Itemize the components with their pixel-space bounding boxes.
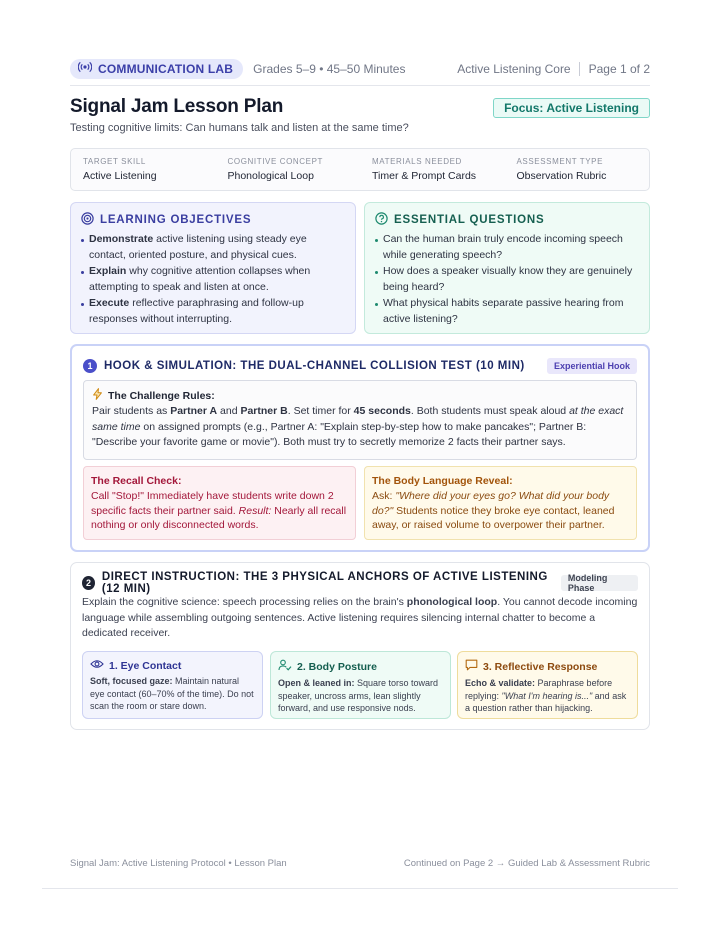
- list-item: [81, 264, 345, 295]
- recall-text-part: Call "Stop!" Immediately have students write down 2 specific facts their partner said.: [91, 490, 334, 517]
- anchor-body-posture: [270, 651, 451, 719]
- anchor-eye-contact: [82, 651, 263, 719]
- objective-text: why cognitive attention collapses when attempting to speak and listen at once.: [89, 265, 311, 293]
- section-number: 1: [83, 359, 97, 373]
- section-tag: Modeling Phase: [561, 575, 638, 591]
- recall-heading: The Recall Check:: [91, 475, 182, 487]
- footer-right: Continued on Page 2 → Guided Lab & Assessment Rubric: [403, 858, 650, 869]
- anchor-text: [465, 677, 630, 715]
- rules-text-part: Pair students as: [92, 405, 171, 417]
- objectives-title: LEARNING OBJECTIVES: [100, 214, 252, 226]
- meta-value: Phonological Loop: [227, 170, 314, 182]
- body-text-part: Students notice they broke eye contact, leaned away, or raised volume to overpower their partner.: [372, 504, 615, 531]
- intro-text-part: . You cannot decode incoming language while assembling outgoing sentences. Active listening requires silencing internal chatter to become a dedicated receiver.: [82, 596, 638, 639]
- section-tag: Experiential Hook: [547, 358, 637, 374]
- intro-keyword: phonological loop: [406, 596, 498, 608]
- direct-instruction-section: [70, 562, 650, 730]
- rules-text-part: and: [217, 405, 241, 417]
- target-icon: [81, 212, 94, 228]
- user-check-icon: [278, 659, 292, 674]
- hook-header: [83, 357, 637, 375]
- rules-title: The Challenge Rules:: [108, 389, 215, 402]
- page-title: Signal Jam Lesson Plan: [70, 96, 284, 117]
- rules-text-part: . Both students must speak aloud: [410, 405, 570, 417]
- objective-text: active listening using steady eye contact, oriented posture, and physical cues.: [89, 233, 307, 261]
- list-item: Can the human brain truly encode incoming speech while generating speech?: [375, 232, 639, 263]
- learning-objectives-card: [70, 202, 356, 334]
- hook-section: [70, 344, 650, 552]
- anchor-lead: Open & leaned in:: [278, 678, 355, 688]
- anchor-title: 3. Reflective Response: [483, 660, 598, 673]
- anchor-heading: [90, 659, 255, 672]
- lab-badge: [70, 59, 243, 79]
- objective-verb: Explain: [89, 265, 127, 277]
- meta-label: COGNITIVE CONCEPT: [227, 157, 324, 166]
- list-item: What physical habits separate passive hearing from active listening?: [375, 296, 639, 327]
- rules-text-part: on assigned prompts (e.g., Partner A: "Explain step-by-step how to make pancakes"; Partner B: "Describe your favorite game or movie"). Both must try to secretly memorize 2 facts their partner says.: [92, 420, 587, 448]
- timer-duration: 45 seconds: [353, 405, 411, 417]
- recall-text: [91, 489, 348, 533]
- body-text-part: Ask:: [372, 490, 396, 502]
- anchor-heading: [465, 659, 630, 674]
- rules-emphasis: at the exact same time: [92, 405, 624, 433]
- anchor-heading: [278, 659, 443, 674]
- list-item: [81, 232, 345, 263]
- anchor-rest: Paraphrase before replying:: [465, 678, 613, 701]
- anchor-lead: Soft, focused gaze:: [90, 676, 173, 686]
- page-header: [70, 58, 650, 80]
- body-language-box: [364, 466, 637, 540]
- meta-label: MATERIALS NEEDED: [372, 157, 462, 166]
- rules-heading: [92, 388, 628, 403]
- anchor-reflective-response: [457, 651, 638, 719]
- recall-result-label: Result:: [238, 504, 272, 517]
- anchor-lead: Echo & validate:: [465, 678, 536, 688]
- lesson-meta: [70, 148, 650, 191]
- questions-heading: [375, 212, 639, 228]
- partner-a: Partner A: [170, 405, 218, 417]
- section-title: HOOK & SIMULATION: THE DUAL-CHANNEL COLLISION TEST (10 MIN): [104, 360, 525, 372]
- meta-target-skill: [71, 149, 216, 190]
- lightning-icon: [92, 388, 103, 403]
- rules-text: [92, 404, 628, 451]
- intro-text-part: Explain the cognitive science: speech processing relies on the brain's: [82, 596, 407, 608]
- page-subtitle: Testing cognitive limits: Can humans talk and listen at the same time?: [70, 122, 409, 134]
- anchor-rest: Square torso toward speaker, uncross arms, lean slightly forward, and use responsive nods.: [278, 678, 439, 713]
- lab-label: COMMUNICATION LAB: [98, 62, 234, 76]
- rules-text-part: . Set timer for: [287, 405, 354, 417]
- section-number: 2: [82, 576, 95, 590]
- core-label: Active Listening Core: [457, 62, 571, 76]
- objective-verb: Demonstrate: [89, 233, 154, 245]
- anchor-rest: and ask a question rather than hijacking.: [465, 690, 627, 713]
- body-language-text: [372, 489, 629, 533]
- meta-value: Timer & Prompt Cards: [372, 170, 477, 182]
- recall-check-box: [83, 466, 356, 540]
- body-question: "Where did your eyes go? What did your body do?": [372, 490, 610, 517]
- questions-title: ESSENTIAL QUESTIONS: [394, 214, 545, 226]
- essential-questions-card: [364, 202, 650, 334]
- focus-badge: Focus: Active Listening: [493, 98, 650, 118]
- objective-text: reflective paraphrasing and follow-up responses without interrupting.: [89, 297, 304, 325]
- partner-b: Partner B: [240, 405, 288, 417]
- section-title: DIRECT INSTRUCTION: THE 3 PHYSICAL ANCHORS OF ACTIVE LISTENING (12 MIN): [101, 571, 548, 595]
- meta-assessment: [505, 149, 650, 190]
- meta-value: Active Listening: [83, 170, 157, 182]
- chat-bubble-icon: [465, 659, 478, 674]
- objectives-list: [81, 232, 345, 327]
- header-divider: [579, 62, 580, 76]
- meta-cognitive-concept: [216, 149, 361, 190]
- challenge-rules-box: [83, 380, 637, 460]
- recall-text-part: Nearly all recall nothing or only disconnected words.: [91, 504, 347, 531]
- footer-left: Signal Jam: Active Listening Protocol • Lesson Plan: [70, 858, 287, 869]
- body-language-heading: The Body Language Reveal:: [372, 475, 513, 487]
- direct-intro: [82, 595, 638, 642]
- grades-duration: Grades 5–9 • 45–50 Minutes: [253, 62, 406, 76]
- meta-materials: [360, 149, 505, 190]
- meta-value: Observation Rubric: [516, 170, 607, 182]
- anchor-quote: "What I'm hearing is...": [501, 690, 593, 701]
- objectives-heading: [81, 212, 345, 228]
- anchor-rest: Maintain natural eye contact (60–70% of the time). Do not scan the room or stare down.: [90, 676, 254, 711]
- footer-rule: [42, 888, 678, 889]
- radio-signal-icon: [78, 60, 92, 78]
- page-number: Page 1 of 2: [588, 62, 650, 76]
- question-circle-icon: [375, 212, 388, 228]
- questions-list: [375, 232, 639, 327]
- meta-label: ASSESSMENT TYPE: [516, 157, 604, 166]
- eye-icon: [90, 659, 104, 672]
- anchor-text: [90, 675, 255, 713]
- anchor-title: 1. Eye Contact: [109, 659, 182, 672]
- anchor-title: 2. Body Posture: [297, 660, 377, 673]
- anchor-text: [278, 677, 443, 715]
- direct-header: [82, 571, 638, 595]
- objective-verb: Execute: [89, 297, 130, 309]
- meta-label: TARGET SKILL: [83, 157, 146, 166]
- list-item: [81, 296, 345, 327]
- list-item: How does a speaker visually know they are genuinely being heard?: [375, 264, 639, 295]
- header-rule: [70, 85, 650, 86]
